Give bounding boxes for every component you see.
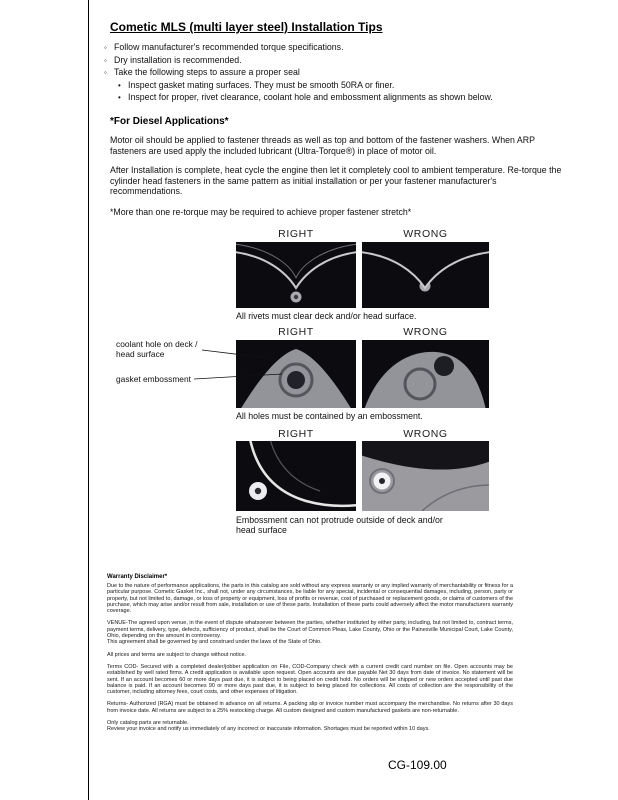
warranty-disclaimer-heading: Warranty Disclaimer*: [107, 574, 168, 580]
circle-bullet-icon: [104, 68, 112, 78]
catalog-page-code: CG-109.00: [388, 758, 447, 772]
diesel-applications-heading: *For Diesel Applications*: [110, 116, 229, 127]
list-item: [118, 93, 493, 103]
tip-text: Inspect gasket mating surfaces. They must be smooth 50RA or finer.: [128, 79, 395, 90]
tip-text: Inspect for proper, rivet clearance, coolant hole and embossment alignments as shown below.: [128, 92, 493, 102]
disclaimer-paragraph: Terms COD- Secured with a completed dealer/jobber application on File, COD-Company check with a current credit card number on file. Open accounts may be established by well rated firms. A credit application is available upon request. Open accounts are due payable Net 30 days from date of invoice. No statement will be sent. If an account becomes 60 or more days past due, it is subject to being placed on credit hold. No orders will be shipped or new orders accepted until past due balance is paid. If an account becomes 90 or more days past due, it is subject to being placed for collections. All costs of collection are the responsibility of the customer, including attorney fees, court costs, and other expenses of litigation.: [107, 663, 513, 696]
disclaimer-paragraph: Due to the nature of performance applications, the parts in this catalog are sold without any express warranty or any implied warranty of merchantability or fitness for a particular purpose. Cometic Gasket Inc., shall not, under any circumstances, be liable for any special, incidental or consequential damages, including, person, party or property, but not limited to, damage, or loss of property or equipment, loss of profits or revenue, cost of purchased or replacement goods, or claims of customers of the purchase, which may arise and/or result from sale, installation or use of these parts. Installation of these parts could adversely affect the motor manufacturers warranty coverage.: [107, 583, 513, 615]
rivet-wrong-image: [362, 242, 489, 308]
right-label: RIGHT: [278, 428, 314, 440]
disclaimer-paragraph: Review your invoice and notify us immediately of any incorrect or inaccurate information. Shortages must be reported within 10 days.: [107, 726, 430, 733]
diagram-caption: Embossment can not protrude outside of deck and/or head surface: [236, 515, 443, 535]
warranty-disclaimer-text: [107, 583, 513, 739]
list-item: [104, 56, 493, 66]
list-item: [104, 43, 493, 53]
disclaimer-paragraph: Only catalog parts are returnable.: [107, 720, 189, 727]
embossment-wrong-image: [362, 340, 489, 408]
diesel-paragraph-1: Motor oil should be applied to fastener threads as well as top and bottom of the fastener washers. When ARP fasteners are used apply the included lubricant (Ultra-Torque®) in place of motor oil.: [110, 135, 535, 156]
disclaimer-paragraph: Returns- Authorized (RGA) must be obtained in advance on all returns. A packing slip or invoice number must accompany the merchandise. No returns after 30 days from invoice date. All returns are subject to a 25% restocking charge. All custom designed and custom manufactured gaskets are non-returnable.: [107, 701, 513, 714]
circle-bullet-icon: [104, 43, 112, 53]
embossment-right-image: [236, 340, 356, 408]
installation-tips-list: [104, 43, 493, 106]
dot-bullet-icon: [118, 81, 126, 91]
tip-text: Follow manufacturer's recommended torque specifications.: [114, 42, 344, 52]
gasket-embossment-callout: gasket embossment: [116, 374, 191, 384]
dot-bullet-icon: [118, 93, 126, 103]
left-margin-rule: [88, 0, 89, 800]
diagram-caption: All holes must be contained by an embossment.: [236, 411, 423, 421]
wrong-label: WRONG: [403, 428, 448, 440]
tip-text: Take the following steps to assure a proper seal: [114, 67, 300, 77]
list-item: [118, 81, 493, 91]
circle-bullet-icon: [104, 56, 112, 66]
diagram-caption: All rivets must clear deck and/or head surface.: [236, 311, 417, 321]
disclaimer-paragraph: VENUE-The agreed upon venue, in the event of dispute whatsoever between the parties, whether instituted by either party, including, but not limited to, contract terms, payment terms, delivery, type, defects, sufficiency of product, shall be the Court of Common Pleas, Lake County, Ohio or the Painesville Municipal Court, Lake County, Ohio, depending on the amount in controversy.: [107, 620, 513, 640]
tip-text: Dry installation is recommended.: [114, 54, 242, 65]
rivet-right-image: [236, 242, 356, 308]
page-title: Cometic MLS (multi layer steel) Installation Tips: [110, 20, 383, 34]
wrong-label: WRONG: [403, 326, 448, 338]
disclaimer-paragraph: All prices and terms are subject to change without notice.: [107, 651, 247, 658]
diesel-paragraph-2: After Installation is complete, heat cycle the engine then let it completely cool to ambient temperature. Re-torque the cylinder head fasteners in the same pattern as initial installation or per your fastener manufacturer's recommendations.: [110, 165, 562, 196]
wrong-label: WRONG: [403, 228, 448, 240]
disclaimer-paragraph: This agreement shall be governed by and construed under the laws of the State of Ohio.: [107, 639, 322, 646]
list-item: [104, 68, 493, 78]
right-label: RIGHT: [278, 326, 314, 338]
coolant-hole-callout: coolant hole on deck / head surface: [116, 339, 198, 359]
protrusion-wrong-image: [362, 441, 489, 511]
right-label: RIGHT: [278, 228, 314, 240]
retorque-note: *More than one re-torque may be required to achieve proper fastener stretch*: [110, 207, 412, 217]
protrusion-right-image: [236, 441, 356, 511]
